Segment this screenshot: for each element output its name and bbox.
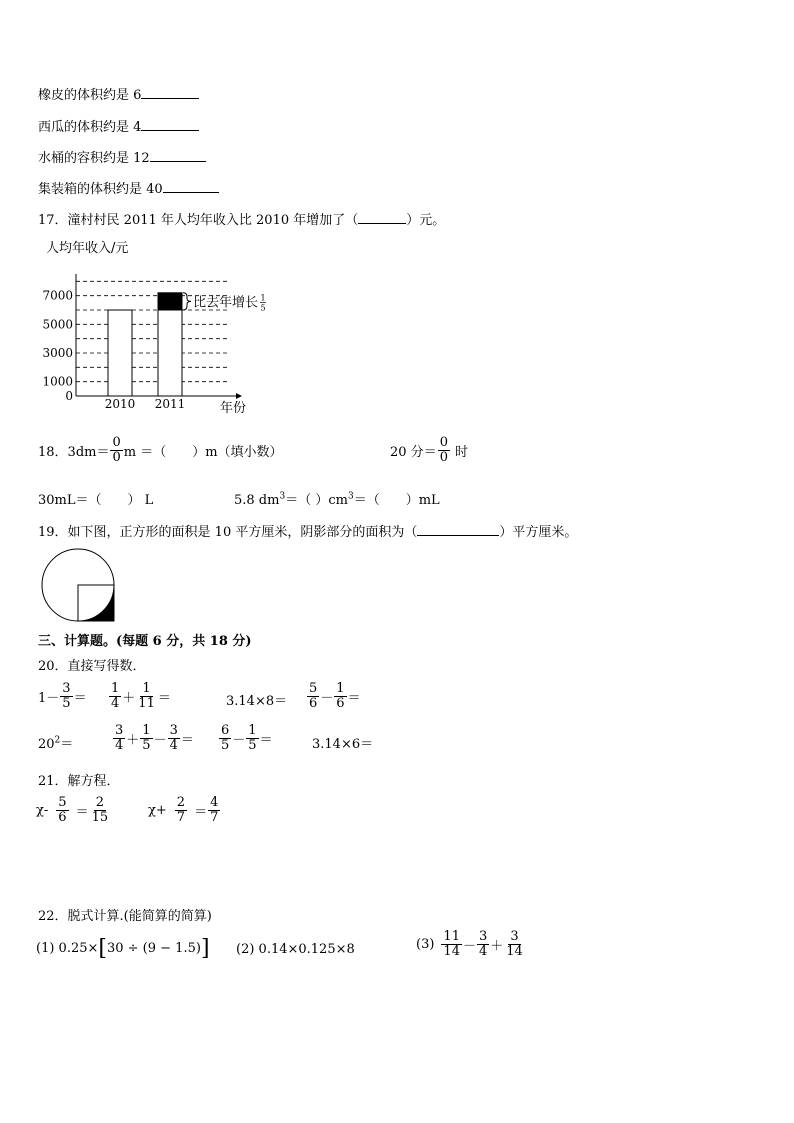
- fraction-den: 6: [336, 696, 345, 711]
- fraction-num: 1: [142, 723, 151, 738]
- fraction-den: 5: [62, 696, 71, 711]
- annotation-fraction-num: 1: [260, 293, 266, 303]
- q20-expr-5: [38, 733, 73, 752]
- volume-item-text: 橡皮的体积约是 6: [38, 88, 142, 103]
- y-tick-label: 7000: [42, 288, 73, 303]
- fraction-num: 0: [112, 435, 121, 450]
- fraction: [246, 724, 258, 753]
- fraction-den: 5: [248, 738, 257, 753]
- fraction: [438, 436, 450, 465]
- expr-text: ＝: [347, 691, 361, 706]
- q20-expr-3: 3.14×8＝: [226, 694, 288, 709]
- fraction-num: 3: [478, 929, 488, 944]
- q18b-prefix: 20 分＝: [390, 445, 437, 460]
- fraction-den: 14: [443, 944, 460, 959]
- fraction-den: 4: [478, 944, 488, 959]
- q18-prefix: 18．3dm＝: [38, 445, 110, 460]
- fraction-den: 5: [142, 738, 151, 753]
- expr-text: χ+: [148, 803, 167, 818]
- q20-expr-2: [108, 682, 171, 711]
- x-axis-label: 年份: [220, 401, 247, 416]
- fraction-num: 1: [142, 681, 151, 696]
- fraction-num: 0: [439, 435, 448, 450]
- q17-text-end: ）元。: [406, 213, 446, 228]
- expr-text: 1－: [38, 691, 60, 706]
- volume-item-eraser: [38, 84, 199, 103]
- bar-2010: [108, 310, 132, 396]
- left-bracket: [: [98, 936, 107, 961]
- q22-part-3: [416, 930, 526, 959]
- fraction-den: 0: [439, 450, 448, 465]
- operator: ＋: [126, 733, 140, 748]
- operator: －: [232, 733, 246, 748]
- question-21-title: 21．解方程．: [38, 774, 120, 789]
- answer-blank[interactable]: [150, 148, 206, 162]
- right-bracket: ]: [200, 936, 210, 961]
- fraction-den: 4: [169, 738, 178, 753]
- q19-text-end: ）平方厘米。: [499, 525, 578, 540]
- fraction: [110, 436, 122, 465]
- answer-blank[interactable]: [141, 85, 199, 99]
- q20-expr-4: [306, 682, 361, 711]
- q18-suffix: m ＝（ ）m（填小数）: [123, 445, 283, 460]
- expr-text: (3): [416, 937, 435, 952]
- expr-text: (1) 0.25×: [36, 941, 99, 956]
- expr-text: ＝: [180, 733, 194, 748]
- volume-item-container: [38, 178, 219, 197]
- fraction: [109, 682, 121, 711]
- operator: ＋: [490, 939, 504, 954]
- fraction-num: 6: [221, 723, 230, 738]
- annotation-text: 比去年增长: [193, 295, 259, 311]
- fraction: [307, 682, 319, 711]
- fraction-den: 11: [138, 696, 155, 711]
- bar-2011-base: [158, 310, 182, 396]
- expr-text: ＝: [157, 691, 171, 706]
- q20-expr-6: [112, 724, 194, 753]
- fraction-den: 7: [210, 810, 219, 825]
- q22-part-1: [36, 936, 210, 961]
- expr-text: ＝: [259, 733, 273, 748]
- q22-part-2: (2) 0.14×0.125×8: [236, 942, 355, 957]
- question-19: [38, 521, 577, 540]
- income-chart-svg: [40, 236, 300, 416]
- x-tick-label: 2011: [154, 397, 186, 411]
- fraction-num: 1: [336, 681, 345, 696]
- y-axis-label: 人均年收入/元: [46, 241, 129, 256]
- question-22-title: 22．脱式计算.(能简算的简算): [38, 909, 212, 924]
- fraction-num: 5: [309, 681, 318, 696]
- operator: －: [320, 691, 334, 706]
- volume-item-text: 西瓜的体积约是 4: [38, 120, 142, 135]
- fraction-num: 3: [115, 723, 124, 738]
- fraction: [334, 682, 346, 711]
- q20-expr-8: 3.14×6＝: [312, 737, 374, 752]
- fraction-num: 3: [510, 929, 519, 944]
- fraction-num: 2: [95, 795, 104, 810]
- question-18b: [390, 436, 468, 465]
- q17-text: 17．潼村村民 2011 年人均年收入比 2010 年增加了（: [38, 213, 359, 228]
- bar-2011-increase: [158, 293, 182, 310]
- fraction-den: 4: [115, 738, 124, 753]
- income-chart: [40, 236, 300, 416]
- fraction: [56, 796, 68, 825]
- fraction: [504, 930, 525, 959]
- fraction-den: 7: [176, 810, 186, 825]
- y-tick-label: 3000: [42, 346, 73, 360]
- fraction: [208, 796, 220, 825]
- fraction-den: 6: [309, 696, 318, 711]
- fraction: [219, 724, 231, 753]
- fraction-num: 5: [58, 795, 67, 810]
- x-axis-arrow: [236, 393, 242, 399]
- expr-text: χ-: [36, 803, 49, 818]
- q20-expr-7: [218, 724, 273, 753]
- q20-expr-1: [38, 682, 87, 711]
- fraction: [60, 682, 72, 711]
- fraction: [136, 682, 157, 711]
- volume-item-text: 水桶的容积约是 12: [38, 151, 150, 166]
- fraction-num: 3: [62, 681, 71, 696]
- y-tick-label: 1000: [42, 374, 73, 389]
- question-17: [38, 209, 445, 228]
- q18d-a: 5.8 dm: [234, 493, 280, 508]
- fraction-den: 15: [91, 810, 109, 825]
- q18b-suffix: 时: [454, 445, 468, 460]
- question-20-title: 20．直接写得数．: [38, 659, 146, 674]
- operator: －: [153, 733, 167, 748]
- y-tick-label: 5000: [42, 317, 73, 332]
- fraction: [113, 724, 125, 753]
- expr-text: ＝: [75, 805, 89, 820]
- circle-square-svg: [38, 547, 120, 627]
- annotation-fraction-den: 5: [260, 303, 266, 313]
- question-18a: [38, 436, 283, 465]
- section-3-title: 三、计算题。(每题 6 分，共 18 分): [38, 634, 252, 649]
- fraction-num: 1: [248, 723, 257, 738]
- volume-item-text: 集装箱的体积约是 40: [38, 182, 163, 197]
- q21-eq-1: [36, 796, 111, 825]
- answer-blank[interactable]: [358, 210, 406, 224]
- circle-square-figure: [38, 547, 120, 627]
- fraction-num: 2: [176, 795, 186, 810]
- x-tick-label: 2010: [104, 397, 136, 411]
- fraction-den: 0: [112, 450, 121, 465]
- operator: －: [462, 939, 476, 954]
- fraction: [140, 724, 152, 753]
- fraction: [441, 930, 462, 959]
- fraction-num: 1: [111, 681, 120, 696]
- fraction-den: 5: [221, 738, 230, 753]
- fraction-num: 3: [169, 723, 178, 738]
- q18d-c: ＝（ ）mL: [353, 493, 440, 508]
- expr-text: 30 ÷ (9 − 1.5): [106, 941, 201, 956]
- answer-blank[interactable]: [417, 522, 499, 536]
- fraction: [175, 796, 187, 825]
- q21-eq-2: [148, 796, 221, 825]
- q19-text: 19．如下图，正方形的面积是 10 平方厘米，阴影部分的面积为（: [38, 525, 418, 540]
- fraction-den: 6: [58, 810, 67, 825]
- volume-item-bucket: [38, 147, 206, 166]
- fraction: [168, 724, 180, 753]
- exponent: 2: [54, 735, 61, 746]
- operator: ＋: [122, 691, 136, 706]
- q18d-b: ＝（ ）cm: [285, 493, 348, 508]
- expr-text: ＝: [194, 805, 208, 820]
- question-18d: 5.8 $dm^3=$（ ）$cm^3=$（ ）mL: [234, 491, 440, 508]
- fraction-den: 4: [111, 696, 120, 711]
- fraction-den: 14: [506, 944, 523, 959]
- fraction-num: 4: [210, 795, 219, 810]
- y-tick-label: 0: [65, 389, 73, 403]
- expr-text: ＝: [73, 691, 87, 706]
- answer-blank[interactable]: [141, 117, 199, 131]
- volume-item-watermelon: [38, 116, 199, 135]
- expr-text: 20: [38, 737, 55, 752]
- answer-blank[interactable]: [163, 179, 219, 193]
- question-18c: 30mL＝（ ） L: [38, 493, 154, 508]
- fraction: [477, 930, 489, 959]
- fraction: [90, 796, 111, 825]
- fraction-num: 11: [443, 929, 460, 944]
- expr-text: ＝: [60, 737, 74, 752]
